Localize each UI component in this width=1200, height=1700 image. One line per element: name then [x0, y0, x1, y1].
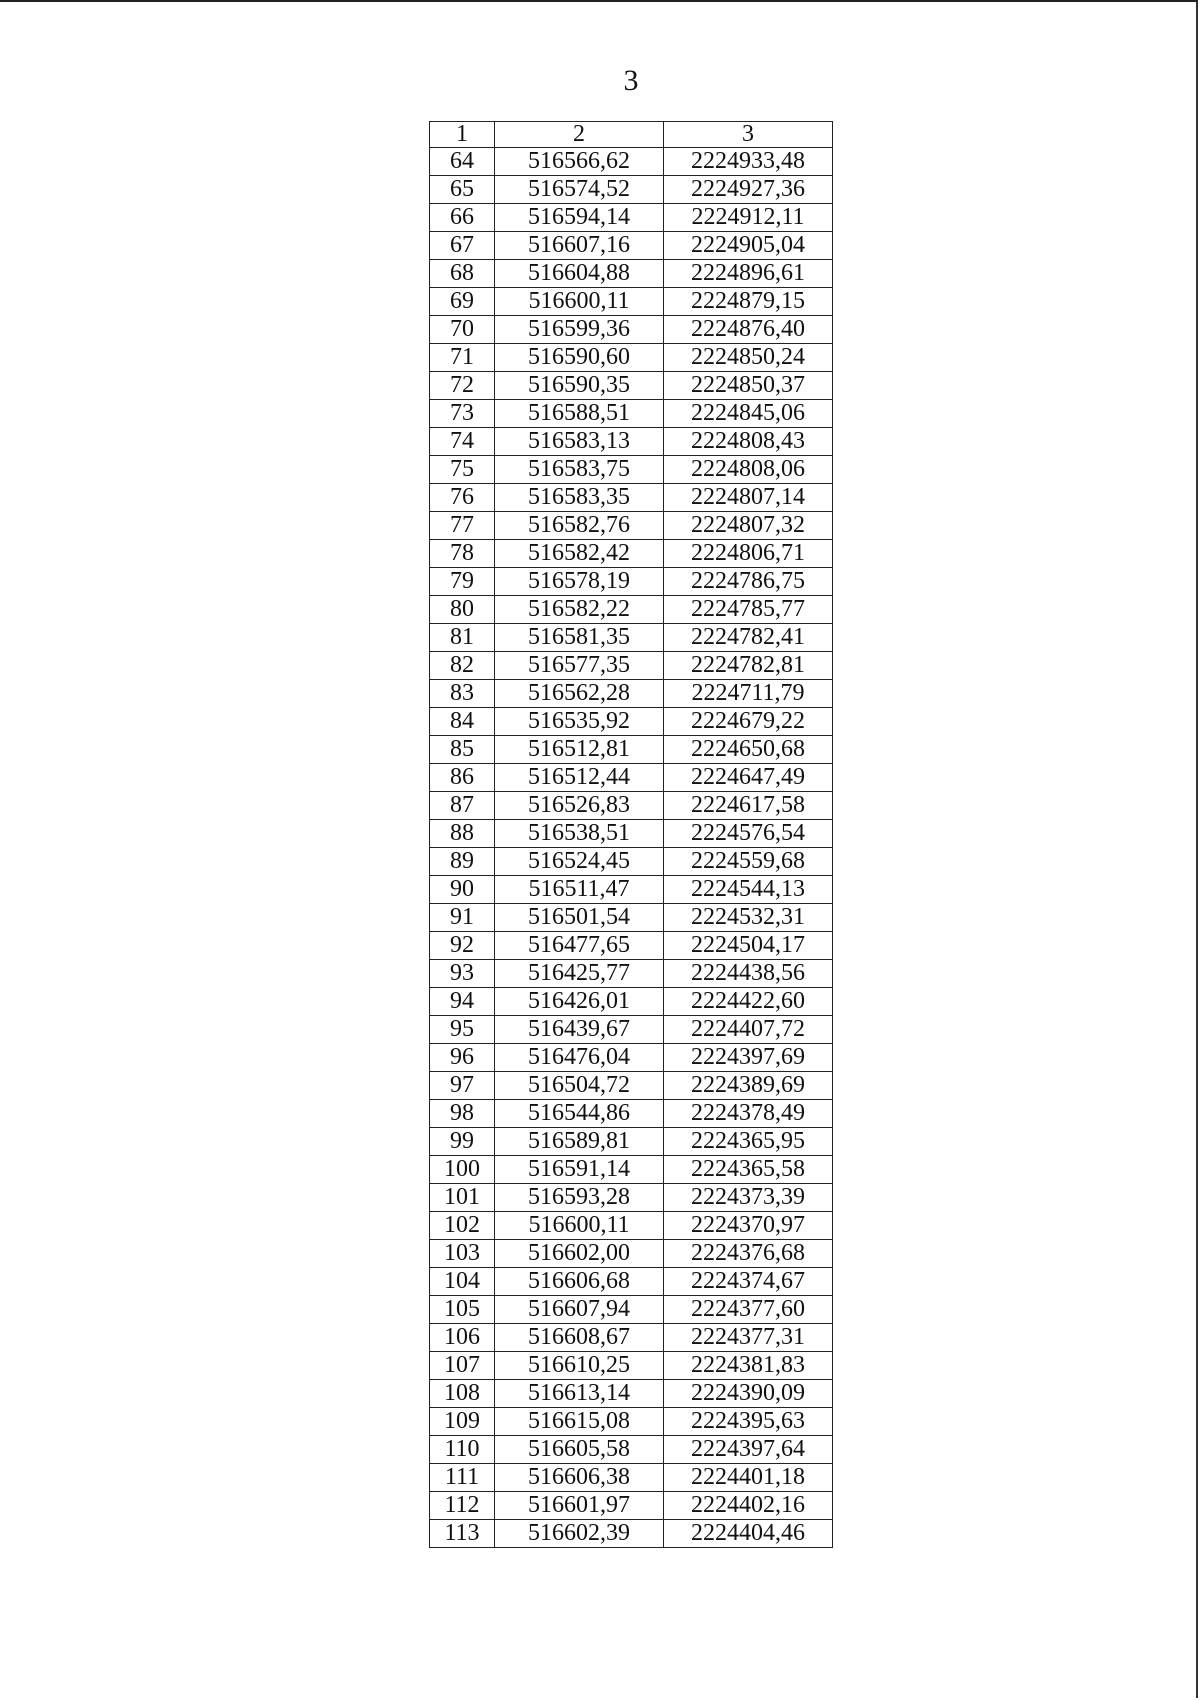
point-number-cell: 100 — [430, 1156, 495, 1184]
point-number-cell: 105 — [430, 1296, 495, 1324]
table-row — [430, 428, 833, 456]
point-number-cell: 72 — [430, 372, 495, 400]
y-coordinate-cell: 2224782,41 — [664, 624, 833, 652]
point-number-cell: 106 — [430, 1324, 495, 1352]
y-coordinate-cell: 2224927,36 — [664, 176, 833, 204]
column-header-3: 3 — [664, 122, 833, 148]
x-coordinate-cell: 516606,38 — [495, 1464, 664, 1492]
table-row — [430, 1156, 833, 1184]
point-number-cell: 73 — [430, 400, 495, 428]
table-row — [430, 400, 833, 428]
table-row — [430, 1044, 833, 1072]
y-coordinate-cell: 2224381,83 — [664, 1352, 833, 1380]
point-number-cell: 112 — [430, 1492, 495, 1520]
point-number-cell: 76 — [430, 484, 495, 512]
table-row — [430, 512, 833, 540]
x-coordinate-cell: 516600,11 — [495, 1212, 664, 1240]
column-header-2: 2 — [495, 122, 664, 148]
y-coordinate-cell: 2224650,68 — [664, 736, 833, 764]
x-coordinate-cell: 516590,35 — [495, 372, 664, 400]
page-number: 3 — [623, 64, 639, 97]
y-coordinate-cell: 2224912,11 — [664, 204, 833, 232]
table-row — [430, 540, 833, 568]
table-row — [430, 932, 833, 960]
y-coordinate-cell: 2224647,49 — [664, 764, 833, 792]
x-coordinate-cell: 516599,36 — [495, 316, 664, 344]
point-number-cell: 83 — [430, 680, 495, 708]
point-number-cell: 66 — [430, 204, 495, 232]
table-row — [430, 232, 833, 260]
point-number-cell: 88 — [430, 820, 495, 848]
y-coordinate-cell: 2224679,22 — [664, 708, 833, 736]
x-coordinate-cell: 516605,58 — [495, 1436, 664, 1464]
y-coordinate-cell: 2224370,97 — [664, 1212, 833, 1240]
y-coordinate-cell: 2224390,09 — [664, 1380, 833, 1408]
x-coordinate-cell: 516504,72 — [495, 1072, 664, 1100]
point-number-cell: 64 — [430, 148, 495, 176]
x-coordinate-cell: 516591,14 — [495, 1156, 664, 1184]
point-number-cell: 84 — [430, 708, 495, 736]
x-coordinate-cell: 516583,35 — [495, 484, 664, 512]
y-coordinate-cell: 2224365,58 — [664, 1156, 833, 1184]
point-number-cell: 71 — [430, 344, 495, 372]
y-coordinate-cell: 2224879,15 — [664, 288, 833, 316]
point-number-cell: 108 — [430, 1380, 495, 1408]
y-coordinate-cell: 2224559,68 — [664, 848, 833, 876]
x-coordinate-cell: 516601,97 — [495, 1492, 664, 1520]
point-number-cell: 86 — [430, 764, 495, 792]
point-number-cell: 87 — [430, 792, 495, 820]
x-coordinate-cell: 516524,45 — [495, 848, 664, 876]
coordinates-table — [429, 121, 833, 1548]
x-coordinate-cell: 516582,76 — [495, 512, 664, 540]
y-coordinate-cell: 2224374,67 — [664, 1268, 833, 1296]
x-coordinate-cell: 516544,86 — [495, 1100, 664, 1128]
point-number-cell: 65 — [430, 176, 495, 204]
x-coordinate-cell: 516574,52 — [495, 176, 664, 204]
y-coordinate-cell: 2224807,14 — [664, 484, 833, 512]
y-coordinate-cell: 2224808,43 — [664, 428, 833, 456]
y-coordinate-cell: 2224782,81 — [664, 652, 833, 680]
x-coordinate-cell: 516590,60 — [495, 344, 664, 372]
table-row — [430, 792, 833, 820]
table-body — [430, 148, 833, 1548]
x-coordinate-cell: 516476,04 — [495, 1044, 664, 1072]
y-coordinate-cell: 2224905,04 — [664, 232, 833, 260]
table-row — [430, 148, 833, 176]
table-row — [430, 680, 833, 708]
x-coordinate-cell: 516535,92 — [495, 708, 664, 736]
y-coordinate-cell: 2224807,32 — [664, 512, 833, 540]
y-coordinate-cell: 2224617,58 — [664, 792, 833, 820]
x-coordinate-cell: 516615,08 — [495, 1408, 664, 1436]
y-coordinate-cell: 2224377,60 — [664, 1296, 833, 1324]
table-row — [430, 316, 833, 344]
x-coordinate-cell: 516582,22 — [495, 596, 664, 624]
x-coordinate-cell: 516477,65 — [495, 932, 664, 960]
point-number-cell: 77 — [430, 512, 495, 540]
point-number-cell: 90 — [430, 876, 495, 904]
point-number-cell: 104 — [430, 1268, 495, 1296]
table-row — [430, 960, 833, 988]
table-row — [430, 456, 833, 484]
column-header-1: 1 — [430, 122, 495, 148]
y-coordinate-cell: 2224401,18 — [664, 1464, 833, 1492]
y-coordinate-cell: 2224407,72 — [664, 1016, 833, 1044]
table-row — [430, 288, 833, 316]
y-coordinate-cell: 2224845,06 — [664, 400, 833, 428]
x-coordinate-cell: 516538,51 — [495, 820, 664, 848]
table-row — [430, 260, 833, 288]
table-row — [430, 1520, 833, 1548]
table-row — [430, 204, 833, 232]
table-row — [430, 1100, 833, 1128]
point-number-cell: 110 — [430, 1436, 495, 1464]
x-coordinate-cell: 516583,13 — [495, 428, 664, 456]
table-row — [430, 596, 833, 624]
y-coordinate-cell: 2224850,24 — [664, 344, 833, 372]
x-coordinate-cell: 516604,88 — [495, 260, 664, 288]
point-number-cell: 70 — [430, 316, 495, 344]
x-coordinate-cell: 516608,67 — [495, 1324, 664, 1352]
y-coordinate-cell: 2224365,95 — [664, 1128, 833, 1156]
table-row — [430, 764, 833, 792]
y-coordinate-cell: 2224397,64 — [664, 1436, 833, 1464]
table-row — [430, 1380, 833, 1408]
table-row — [430, 1324, 833, 1352]
x-coordinate-cell: 516578,19 — [495, 568, 664, 596]
point-number-cell: 80 — [430, 596, 495, 624]
x-coordinate-cell: 516425,77 — [495, 960, 664, 988]
table-row — [430, 1464, 833, 1492]
y-coordinate-cell: 2224544,13 — [664, 876, 833, 904]
point-number-cell: 107 — [430, 1352, 495, 1380]
table-row — [430, 848, 833, 876]
point-number-cell: 94 — [430, 988, 495, 1016]
table-row — [430, 1296, 833, 1324]
y-coordinate-cell: 2224389,69 — [664, 1072, 833, 1100]
point-number-cell: 102 — [430, 1212, 495, 1240]
table-row — [430, 568, 833, 596]
y-coordinate-cell: 2224402,16 — [664, 1492, 833, 1520]
point-number-cell: 79 — [430, 568, 495, 596]
x-coordinate-cell: 516511,47 — [495, 876, 664, 904]
y-coordinate-cell: 2224785,77 — [664, 596, 833, 624]
point-number-cell: 92 — [430, 932, 495, 960]
table-row — [430, 988, 833, 1016]
table-row — [430, 736, 833, 764]
x-coordinate-cell: 516594,14 — [495, 204, 664, 232]
table-row — [430, 344, 833, 372]
y-coordinate-cell: 2224404,46 — [664, 1520, 833, 1548]
x-coordinate-cell: 516593,28 — [495, 1184, 664, 1212]
point-number-cell: 82 — [430, 652, 495, 680]
point-number-cell: 89 — [430, 848, 495, 876]
point-number-cell: 101 — [430, 1184, 495, 1212]
y-coordinate-cell: 2224504,17 — [664, 932, 833, 960]
y-coordinate-cell: 2224373,39 — [664, 1184, 833, 1212]
x-coordinate-cell: 516526,83 — [495, 792, 664, 820]
y-coordinate-cell: 2224896,61 — [664, 260, 833, 288]
y-coordinate-cell: 2224806,71 — [664, 540, 833, 568]
point-number-cell: 95 — [430, 1016, 495, 1044]
point-number-cell: 78 — [430, 540, 495, 568]
table-row — [430, 1184, 833, 1212]
x-coordinate-cell: 516602,00 — [495, 1240, 664, 1268]
table-row — [430, 1212, 833, 1240]
x-coordinate-cell: 516606,68 — [495, 1268, 664, 1296]
table-row — [430, 1408, 833, 1436]
x-coordinate-cell: 516582,42 — [495, 540, 664, 568]
y-coordinate-cell: 2224808,06 — [664, 456, 833, 484]
point-number-cell: 81 — [430, 624, 495, 652]
table-row — [430, 1128, 833, 1156]
x-coordinate-cell: 516600,11 — [495, 288, 664, 316]
y-coordinate-cell: 2224933,48 — [664, 148, 833, 176]
table-row — [430, 1240, 833, 1268]
table-row — [430, 176, 833, 204]
point-number-cell: 96 — [430, 1044, 495, 1072]
x-coordinate-cell: 516562,28 — [495, 680, 664, 708]
x-coordinate-cell: 516583,75 — [495, 456, 664, 484]
table-row — [430, 484, 833, 512]
x-coordinate-cell: 516607,94 — [495, 1296, 664, 1324]
point-number-cell: 74 — [430, 428, 495, 456]
y-coordinate-cell: 2224850,37 — [664, 372, 833, 400]
table-row — [430, 652, 833, 680]
x-coordinate-cell: 516581,35 — [495, 624, 664, 652]
x-coordinate-cell: 516602,39 — [495, 1520, 664, 1548]
x-coordinate-cell: 516439,67 — [495, 1016, 664, 1044]
x-coordinate-cell: 516577,35 — [495, 652, 664, 680]
y-coordinate-cell: 2224532,31 — [664, 904, 833, 932]
x-coordinate-cell: 516588,51 — [495, 400, 664, 428]
y-coordinate-cell: 2224711,79 — [664, 680, 833, 708]
x-coordinate-cell: 516512,44 — [495, 764, 664, 792]
table-row — [430, 708, 833, 736]
y-coordinate-cell: 2224376,68 — [664, 1240, 833, 1268]
point-number-cell: 109 — [430, 1408, 495, 1436]
table-row — [430, 624, 833, 652]
table-row — [430, 372, 833, 400]
point-number-cell: 67 — [430, 232, 495, 260]
y-coordinate-cell: 2224876,40 — [664, 316, 833, 344]
table-row — [430, 1436, 833, 1464]
point-number-cell: 98 — [430, 1100, 495, 1128]
table-row — [430, 876, 833, 904]
point-number-cell: 85 — [430, 736, 495, 764]
y-coordinate-cell: 2224786,75 — [664, 568, 833, 596]
x-coordinate-cell: 516613,14 — [495, 1380, 664, 1408]
x-coordinate-cell: 516566,62 — [495, 148, 664, 176]
point-number-cell: 103 — [430, 1240, 495, 1268]
table-header — [430, 122, 833, 148]
y-coordinate-cell: 2224422,60 — [664, 988, 833, 1016]
y-coordinate-cell: 2224378,49 — [664, 1100, 833, 1128]
table-row — [430, 1352, 833, 1380]
point-number-cell: 99 — [430, 1128, 495, 1156]
x-coordinate-cell: 516501,54 — [495, 904, 664, 932]
table-row — [430, 820, 833, 848]
table-row — [430, 1492, 833, 1520]
point-number-cell: 68 — [430, 260, 495, 288]
point-number-cell: 69 — [430, 288, 495, 316]
point-number-cell: 97 — [430, 1072, 495, 1100]
x-coordinate-cell: 516512,81 — [495, 736, 664, 764]
table-row — [430, 904, 833, 932]
table-row — [430, 1016, 833, 1044]
x-coordinate-cell: 516607,16 — [495, 232, 664, 260]
y-coordinate-cell: 2224395,63 — [664, 1408, 833, 1436]
table-row — [430, 1268, 833, 1296]
point-number-cell: 113 — [430, 1520, 495, 1548]
table-row — [430, 1072, 833, 1100]
y-coordinate-cell: 2224377,31 — [664, 1324, 833, 1352]
y-coordinate-cell: 2224576,54 — [664, 820, 833, 848]
header-row — [430, 122, 833, 148]
x-coordinate-cell: 516589,81 — [495, 1128, 664, 1156]
point-number-cell: 91 — [430, 904, 495, 932]
y-coordinate-cell: 2224438,56 — [664, 960, 833, 988]
point-number-cell: 75 — [430, 456, 495, 484]
point-number-cell: 93 — [430, 960, 495, 988]
x-coordinate-cell: 516610,25 — [495, 1352, 664, 1380]
point-number-cell: 111 — [430, 1464, 495, 1492]
x-coordinate-cell: 516426,01 — [495, 988, 664, 1016]
y-coordinate-cell: 2224397,69 — [664, 1044, 833, 1072]
